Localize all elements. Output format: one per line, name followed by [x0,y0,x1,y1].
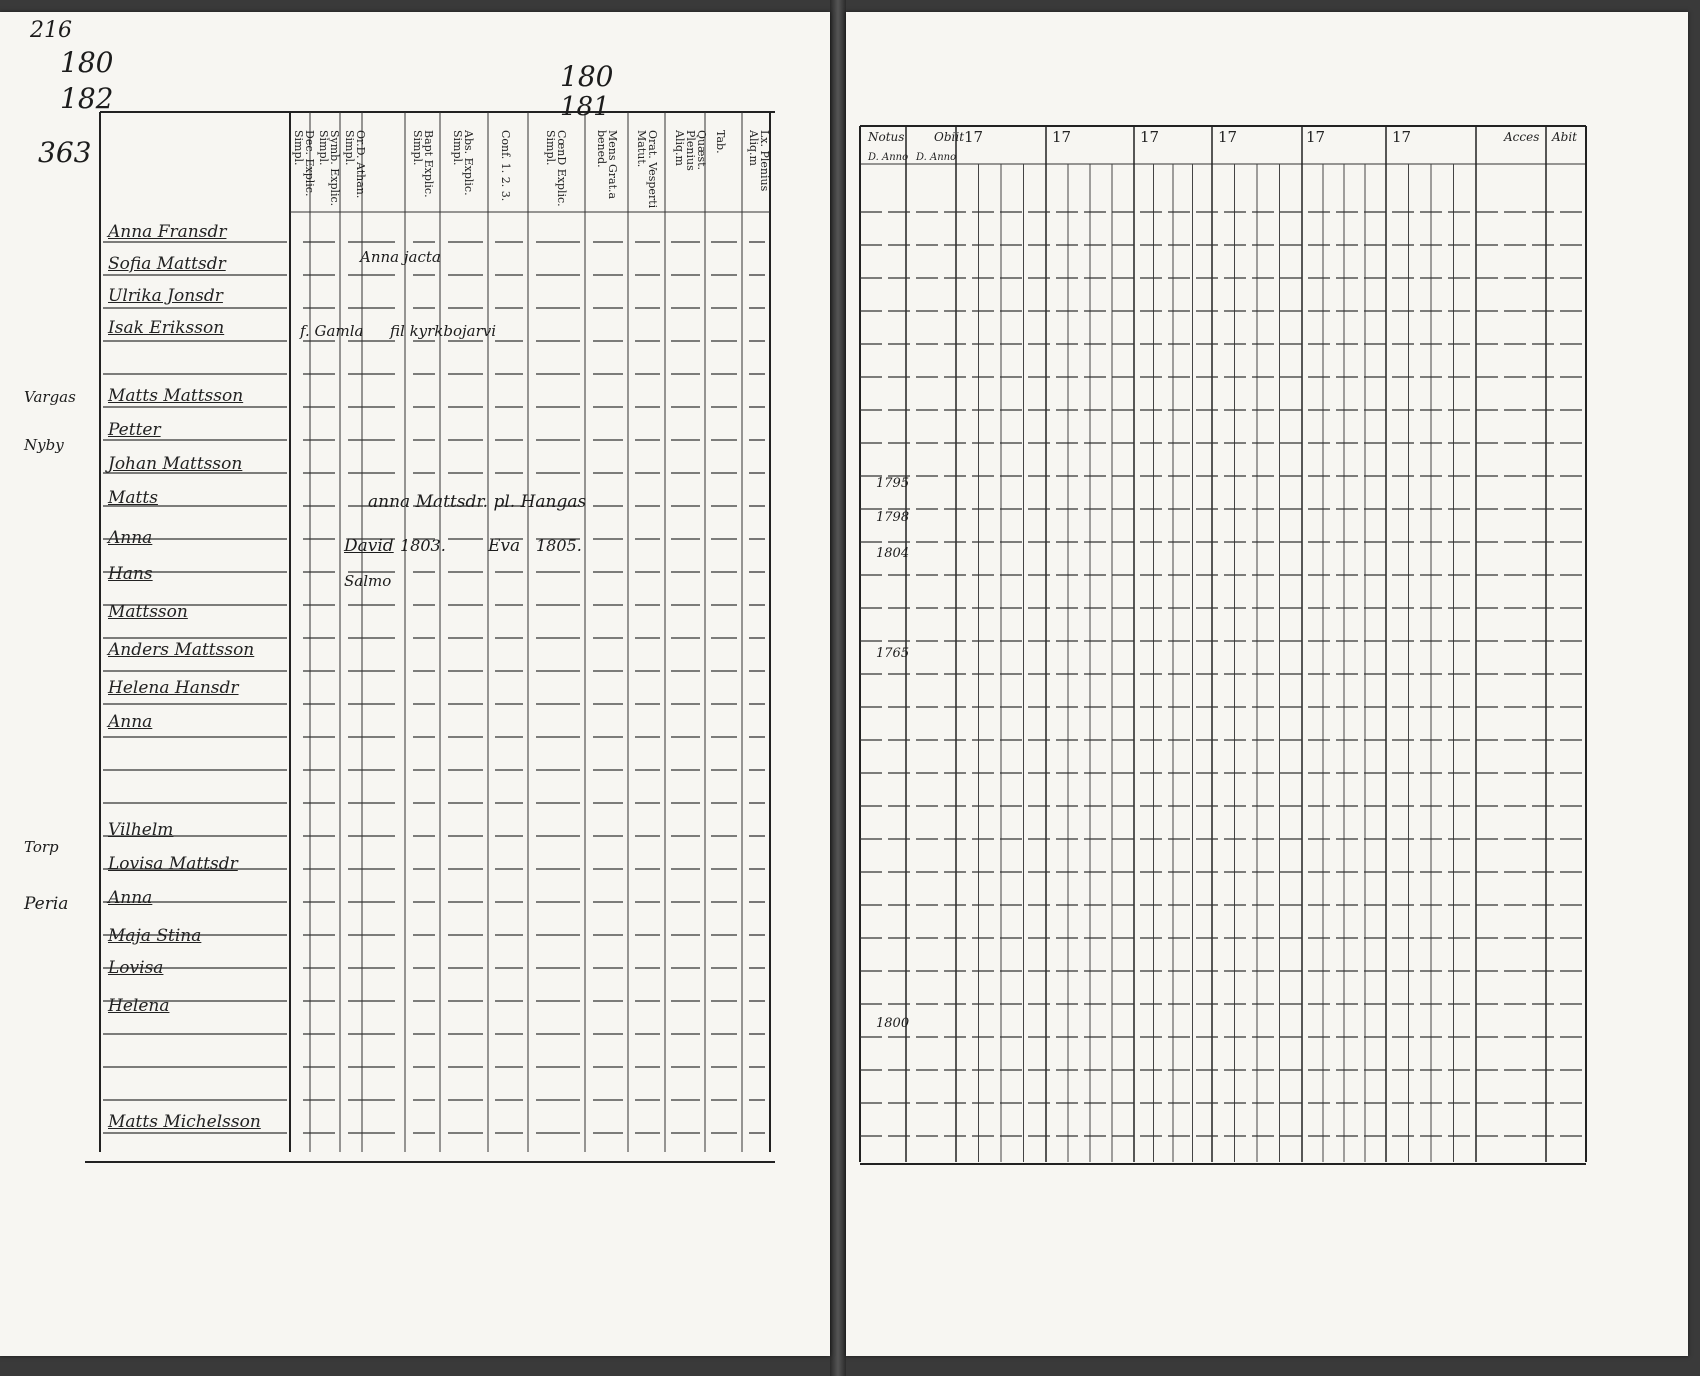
right-page [846,12,1688,1356]
row-note: 1803. [400,536,446,555]
year-entry: 1798 [876,510,910,525]
year-header: 17 [1052,128,1072,146]
year-header: 17 [1306,128,1326,146]
margin-place: Torp [24,838,59,856]
person-name: Lovisa [108,958,164,978]
column-header: Symb. Explic. Simpl. [317,130,341,207]
year-header: 17 [1392,128,1412,146]
person-name: Vilhelm [108,820,174,840]
margin-note: 363 [38,136,92,169]
abit-header: Abit [1552,130,1578,144]
obiit-header: Obiit [934,130,965,144]
row-note: f. Gamla [300,322,364,340]
row-note: 1805. [536,536,582,555]
d-anno-header: D. Anno [868,152,909,163]
row-note: David [344,536,394,556]
person-name: Anna [108,712,153,732]
person-name: Petter [108,420,161,440]
column-header: Abs. Explic. Simpl. [451,130,475,196]
margin-note: 181 [560,92,610,122]
person-name: Sofia Mattsdr [108,254,226,274]
margin-place: Peria [24,894,69,914]
row-note: Anna jacta [360,248,441,266]
acces-header: Acces [1504,130,1540,144]
person-name: Mattsson [108,602,188,622]
margin-note: 180 [560,60,614,93]
d-anno-header: D. Anno [916,152,957,163]
column-header: Mens Grat.a bened. [595,130,619,200]
margin-note: 180 [60,46,114,79]
notus-header: Notus [868,130,905,144]
person-name: Helena Hansdr [108,678,239,698]
year-entry: 1804 [876,546,910,561]
person-name: Matts [108,488,158,508]
column-header: Dec. Explic. Simpl. [292,130,316,197]
person-name: Matts Michelsson [108,1112,261,1132]
row-note: Eva [488,536,521,556]
right-page-grid [846,12,1688,1356]
person-name: Anna [108,528,153,548]
person-name: Anna Fransdr [108,222,227,242]
margin-note: 216 [30,18,72,43]
person-name: Isak Eriksson [108,318,225,338]
person-name: Ulrika Jonsdr [108,286,223,306]
year-entry: 1765 [876,646,910,661]
column-header: Quæst. Plenius Aliq.m [673,130,708,171]
year-header: 17 [1140,128,1160,146]
year-entry: 1795 [876,476,910,491]
person-name: Maja Stina [108,926,202,946]
year-header: 17 [1218,128,1238,146]
person-name: Johan Mattsson [108,454,243,474]
person-name: Anna [108,888,153,908]
person-name: Matts Mattsson [108,386,244,406]
column-header: CœnD Explic. Simpl. [544,130,568,207]
column-header: Bapt Explic. Simpl. [411,130,435,198]
column-header: Tab. [714,130,727,154]
book-gutter [830,0,846,1376]
row-note: anna Mattsdr. pl. Hangas [368,492,587,512]
margin-place: Vargas [24,388,76,406]
person-name: Hans [108,564,153,584]
margin-note: 182 [60,82,114,115]
row-note: fil kyrkbojarvi [390,322,497,340]
column-header: Conf. 1. 2. 3. [499,130,512,202]
person-name: Anders Mattsson [108,640,255,660]
year-header: 17 [964,128,984,146]
person-name: Lovisa Mattsdr [108,854,238,874]
margin-place: Nyby [24,436,64,454]
left-page [0,12,830,1356]
year-entry: 1800 [876,1016,910,1031]
row-note: Salmo [344,572,392,590]
column-header: Orat. Vesperti Matut. [635,130,659,209]
column-header: Lx. Plenius Aliq.m [747,130,771,192]
person-name: Helena [108,996,170,1016]
column-header: Or.D. Athan. Simpl. [343,130,367,199]
